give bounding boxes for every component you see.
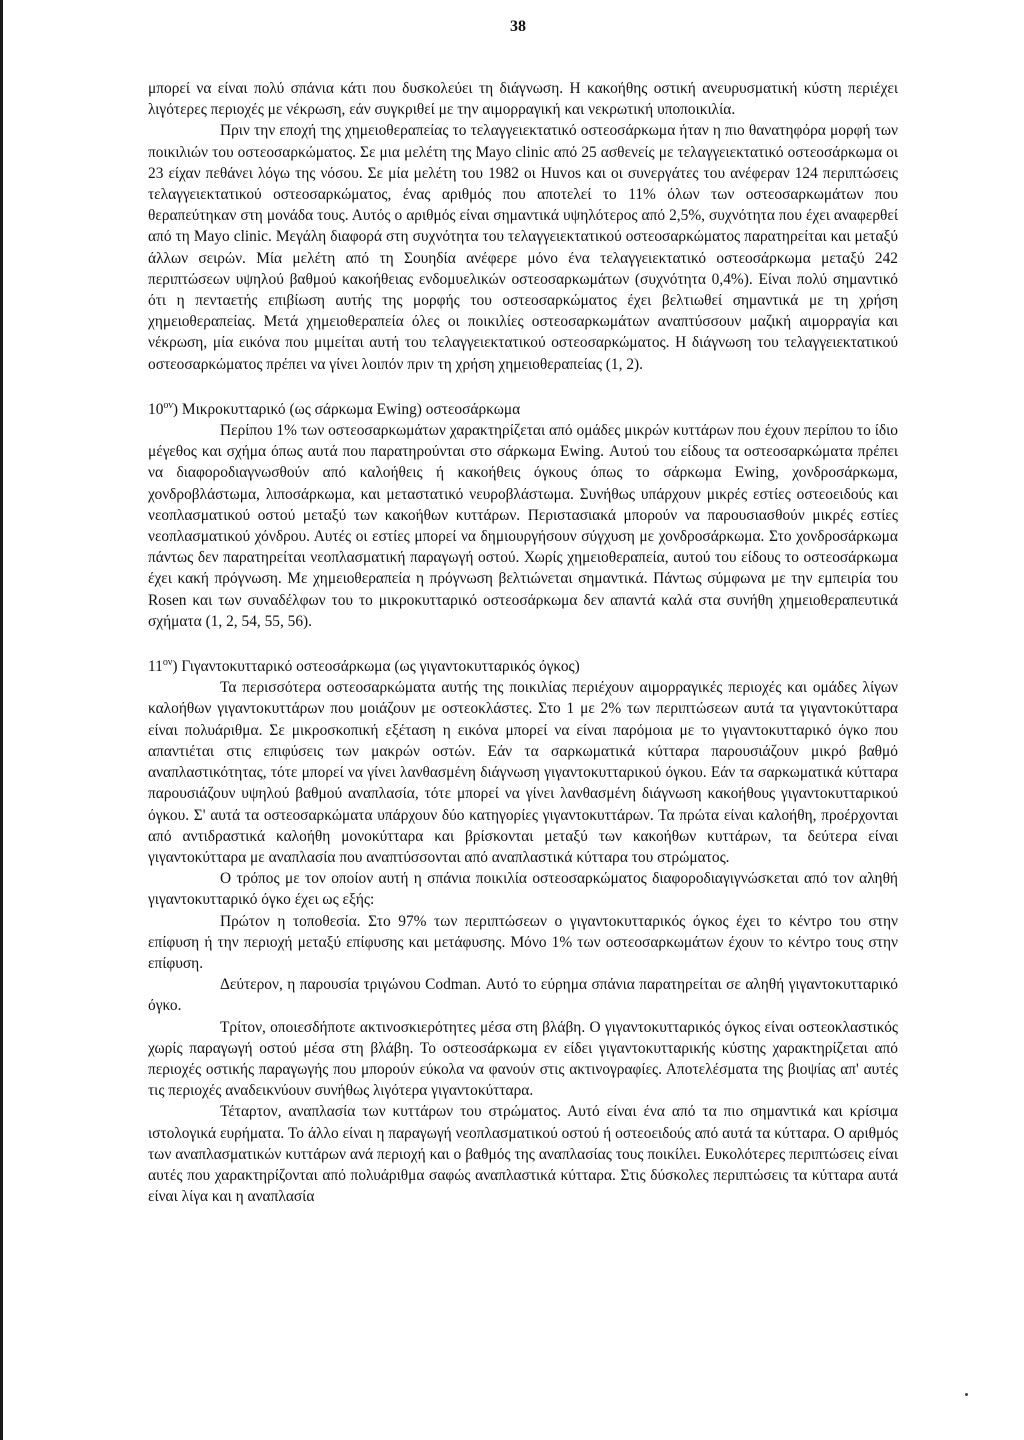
scan-edge-line bbox=[0, 0, 3, 1440]
paragraph-fourth-anaplasia: Τέταρτον, αναπλασία των κυττάρων του στρώματος. Αυτό είναι ένα από τα πιο σημαντικά και κρίσιμα ιστολογικά ευρήματα. Το άλλο είναι η παραγωγή νεοπλασματικού οστού ή οστεοειδούς από αυτά τα κύτταρα. Ο αριθμός των αναπλασματικών κυττάρων ανά περιοχή και ο βαθμός της αναπλασίας τους ποικίλει. Ευκολότερες περιπτώσεις είναι αυτές που χαρακτηρίζονται από πολυάριθμα σαφώς αναπλαστικά κύτταρα. Στις δύσκολες περιπτώσεις τα κύτταρα αυτά είναι λίγα και η αναπλασία bbox=[148, 1103, 898, 1206]
paragraph-third-radiodensity: Τρίτον, οποιεσδήποτε ακτινοσκιερότητες μέσα στη βλάβη. Ο γιγαντοκυτταρικός όγκος είναι οστεοκλαστικός χωρίς παραγωγή οστού μέσα στη βλάβη. Το οστεοσάρκωμα εν είδει γιγαντοκυτταρικής κύστης χαρακτηρίζεται από περιοχές οστικής παραγωγής που μπορούν εύκολα να φανούν στις ακτινογραφίες. Αποτελέσματα της βιοψίας απ' αυτές τις περιοχές αναδεικνύουν συνήθως λιγότερα γιγαντοκύτταρα. bbox=[148, 1018, 898, 1100]
section-heading-giant-cell bbox=[148, 656, 898, 677]
paragraph-first-location: Πρώτον η τοποθεσία. Στο 97% των περιπτώσεων ο γιγαντοκυτταρικός όγκος έχει το κέντρο του στην επίφυση ή την περιοχή μεταξύ επίφυσης και μετάφυσης. Μόνο 1% των οστεοσαρκωμάτων έχουν το κέντρο τους στην επίφυση. bbox=[148, 912, 898, 972]
paragraph-second-codman: Δεύτερον, η παρουσία τριγώνου Codman. Αυτό το εύρημα σπάνια παρατηρείται σε αληθή γιγαντοκυτταρικό όγκο. bbox=[148, 976, 898, 1015]
heading-number: 11 bbox=[148, 658, 163, 676]
heading-number: 10 bbox=[148, 400, 164, 418]
paragraph-continuation: μπορεί να είναι πολύ σπάνια κάτι που δυσκολεύει τη διάγνωση. Η κακοήθης οστική ανευρυσματική κύστη περιέχει λιγότερες περιοχές με νέκρωση, εάν συγκριθεί με την αιμορραγική και νεκρωτική υποποικιλία. bbox=[148, 80, 898, 119]
heading-title: ) Γιγαντοκυτταρικό οστεοσάρκωμα (ως γιγαντοκυτταρικός όγκος) bbox=[172, 658, 580, 676]
heading-superscript: ον bbox=[163, 399, 173, 411]
heading-superscript: ον bbox=[162, 657, 173, 669]
heading-title: ) Μικροκυτταρικό (ως σάρκωμα Ewing) οστεοσάρκωμα bbox=[172, 400, 521, 418]
paragraph-small-cell: Περίπου 1% των οστεοσαρκωμάτων χαρακτηρίζεται από ομάδες μικρών κυττάρων που έχουν περίπου το ίδιο μέγεθος και σχήμα όπως αυτά που παρατηρούνται στο σάρκωμα Ewing. Αυτού του είδους τα οστεοσαρκώματα πρέπει να διαφοροδιαγνωσθούν από καλοήθεις ή κακοήθεις όγκους όπως το σάρκωμα Ewing, χονδροσάρκωμα, χονδροβλάστωμα, λιποσάρκωμα, και μεταστατικό νευροβλάστωμα. Συνήθως υπάρχουν μικρές εστίες οστεοειδούς και νεοπλασματικού οστού μεταξύ των κακοήθων κυττάρων. Περιστασιακά μπορούν να παρουσιασθούν μικρές εστίες νεοπλασματικού χόνδρου. Αυτές οι εστίες μπορεί να δημιουργήσουν σύγχυση με χονδροσάρκωμα. Στο χονδροσάρκωμα πάντως δεν παρατηρείται νεοπλασματική παραγωγή οστού. Χωρίς χημειοθεραπεία, αυτού του είδους το οστεοσάρκωμα έχει κακή πρόγνωση. Με χημειοθεραπεία η πρόγνωση βελτιώνεται σημαντικά. Πάντως σύμφωνα με την εμπειρία του Rosen και των συναδέλφων του το μικροκυτταρικό οστεοσάρκωμα δεν απαντά καλά στα συνήθη χημειοθεραπευτικά σχήματα (1, 2, 54, 55, 56). bbox=[148, 422, 898, 630]
paragraph-giant-cell-intro: Τα περισσότερα οστεοσαρκώματα αυτής της ποικιλίας περιέχουν αιμορραγικές περιοχές και ομάδες λίγων καλοήθων γιγαντοκυττάρων που μοιάζουν με οστεοκλάστες. Στο 1 με 2% των περιπτώσεων αυτά τα γιγαντοκύτταρα είναι πολυάριθμα. Σε μικροσκοπική εξέταση η εικόνα μπορεί να είναι παρόμοια με το γιγαντοκυτταρικό όγκο που απαντιέται στις επιφύσεις των μακρών οστών. Εάν τα σαρκωματικά κύτταρα παρουσιάζουν μικρό βαθμό αναπλαστικότητας, τότε μπορεί να γίνει λανθασμένη διάγνωση γιγαντοκυτταρικού όγκου. Εάν τα σαρκωματικά κύτταρα παρουσιάζουν υψηλού βαθμού αναπλασία, τότε μπορεί να γίνει λανθασμένη διάγνωση κακοήθους γιγαντοκυτταρικού όγκου. Σ' αυτά τα οστεοσαρκώματα υπάρχουν δύο κατηγορίες γιγαντοκυττάρων. Τα πρώτα είναι καλοήθη, προέρχονται από αντιδραστικά καλοήθη μονοκύτταρα και βρίσκονται μεταξύ των κακοήθων κυττάρων, τα δεύτερα είναι γιγαντοκύτταρα με αναπλασία που αναπτύσσονται από αναπλαστικά κύτταρα του στρώματος. bbox=[148, 679, 898, 866]
paragraph-differential-diagnosis: Ο τρόπος με τον οποίον αυτή η σπάνια ποικιλία οστεοσαρκώματος διαφοροδιαγιγνώσκεται από τον αληθή γιγαντοκυτταρικό όγκο έχει ως εξής: bbox=[148, 870, 898, 909]
scan-speck bbox=[965, 1393, 968, 1396]
page-number: 38 bbox=[510, 18, 526, 35]
paragraph-telangiectatic: Πριν την εποχή της χημειοθεραπείας το τελαγγειεκτατικό οστεοσάρκωμα ήταν η πιο θανατηφόρα μορφή των ποικιλιών του οστεοσαρκώματος. Σε μια μελέτη της Mayo clinic από 25 ασθενείς με τελαγγειεκτατικό οστεοσάρκωμα οι 23 είχαν πεθάνει λόγω της νόσου. Σε μία μελέτη του 1982 οι Huvos και οι συνεργάτες του ανέφεραν 124 περιπτώσεις τελαγγειεκτατικού οστεοσαρκώματος, ένας αριθμός που αποτελεί το 11% όλων των οστεοσαρκωμάτων που θεραπεύτηκαν στη μονάδα τους. Αυτός ο αριθμός είναι σημαντικά υψηλότερος από 2,5%, συχνότητα που έχει αναφερθεί από τη Mayo clinic. Μεγάλη διαφορά στη συχνότητα του τελαγγειεκτατικού οστεοσαρκώματος παρατηρείται και μεταξύ άλλων σειρών. Μία μελέτη από τη Σουηδία ανέφερε μόνο ένα τελαγγειεκτατικό οστεοσάρκωμα μεταξύ 242 περιπτώσεων υψηλού βαθμού κακοήθειας ενδομυελικών οστεοσαρκωμάτων (συχνότητα 0,4%). Είναι πολύ σημαντικό ότι η πενταετής επιβίωση αυτής της μορφής του οστεοσαρκώματος έχει βελτιωθεί σημαντικά με τη χρήση χημειοθεραπείας. Μετά χημειοθεραπεία όλες οι ποικιλίες οστεοσαρκωμάτων αναπτύσσουν μαζική αιμορραγία και νέκρωση, μία εικόνα που μιμείται αυτή του τελαγγειεκτατικού οστεοσαρκώματος. Η διάγνωση του τελαγγειεκτατικού οστεοσαρκώματος πρέπει να γίνει λοιπόν πριν τη χρήση χημειοθεραπείας (1, 2). bbox=[148, 122, 898, 373]
section-heading-small-cell bbox=[148, 399, 898, 420]
text-column bbox=[148, 78, 898, 1207]
